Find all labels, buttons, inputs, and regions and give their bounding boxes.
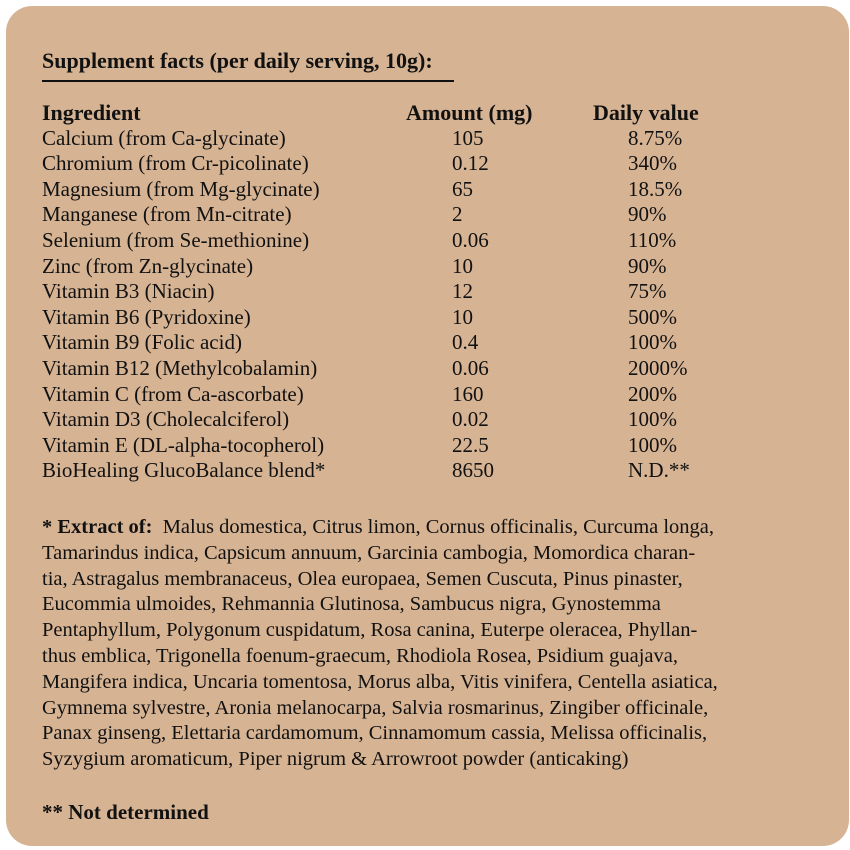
ingredient-cell: Vitamin B6 (Pyridoxine) [42,304,251,329]
table-row [42,228,802,254]
extract-line: Panax ginseng, Elettaria cardamomum, Cinnamomum cassia, Melissa officinalis, [42,722,708,745]
daily-value-cell: 100% [628,330,677,355]
ingredient-cell: Vitamin E (DL-alpha-tocopherol) [42,432,325,457]
amount-cell: 65 [452,176,473,201]
ingredient-cell: Vitamin B12 (Methylcobalamin) [42,355,318,380]
table-row [42,382,802,408]
daily-value-cell: 75% [628,279,667,304]
ingredient-cell: Vitamin D3 (Cholecalciferol) [42,407,290,432]
table-row [42,330,802,356]
ingredient-cell: Selenium (from Se-methionine) [42,227,310,252]
daily-value-cell: 18.5% [628,176,683,201]
extract-line: Gymnema sylvestre, Aronia melanocarpa, Salvia rosmarinus, Zingiber officinale, [42,696,709,719]
supplement-facts-panel [6,6,849,846]
page-title: Supplement facts (per daily serving, 10g): [42,48,433,73]
extract-line [42,515,832,541]
table-row [42,254,802,280]
extract-line: Syzygium aromaticum, Piper nigrum & Arrowroot powder (anticaking) [42,748,629,771]
ingredient-cell: Vitamin B3 (Niacin) [42,279,215,304]
amount-cell: 8650 [452,458,494,483]
extract-text: Malus domestica, Citrus limon, Cornus officinalis, Curcuma longa, [162,516,715,538]
ingredient-cell: Vitamin C (from Ca-ascorbate) [42,381,304,406]
table-row [42,177,802,203]
amount-cell: 22.5 [452,432,489,457]
amount-cell: 105 [452,125,484,150]
daily-value-cell: 200% [628,381,677,406]
daily-value-cell: N.D.** [628,458,690,483]
ingredient-cell: Calcium (from Ca-glycinate) [42,125,286,150]
title-underline [42,80,454,82]
amount-cell: 10 [452,253,473,278]
extract-line: tia, Astragalus membranaceus, Olea europaea, Semen Cuscuta, Pinus pinaster, [42,567,683,590]
table-body [42,126,802,484]
table-row [42,407,802,433]
amount-cell: 0.06 [452,355,489,380]
daily-value-cell: 8.75% [628,125,683,150]
column-header-daily-value: Daily value [593,100,699,125]
daily-value-cell: 100% [628,407,677,432]
table-row [42,279,802,305]
ingredient-cell: Chromium (from Cr-picolinate) [42,151,309,176]
table-row [42,433,802,459]
extract-lead: * Extract of: [42,516,153,538]
daily-value-cell: 340% [628,151,677,176]
table-row [42,356,802,382]
daily-value-cell: 90% [628,253,667,278]
amount-cell: 12 [452,279,473,304]
ingredient-cell: Vitamin B9 (Folic acid) [42,330,242,355]
amount-cell: 10 [452,304,473,329]
daily-value-cell: 100% [628,432,677,457]
extract-line: Mangifera indica, Uncaria tomentosa, Morus alba, Vitis vinifera, Centella asiatica, [42,670,718,693]
amount-cell: 0.12 [452,151,489,176]
daily-value-cell: 2000% [628,355,688,380]
column-header-amount: Amount (mg) [406,100,533,125]
daily-value-cell: 110% [628,227,677,252]
ingredient-cell: BioHealing GlucoBalance blend* [42,458,326,483]
table-row [42,305,802,331]
extract-footnote [42,515,832,773]
table-row [42,202,802,228]
extract-line: Tamarindus indica, Capsicum annuum, Garcinia cambogia, Momordica charan- [42,541,696,564]
ingredient-cell: Manganese (from Mn-citrate) [42,202,292,227]
amount-cell: 0.4 [452,330,479,355]
amount-cell: 0.06 [452,227,489,252]
column-header-ingredient: Ingredient [42,100,141,125]
ingredient-cell: Zinc (from Zn-glycinate) [42,253,254,278]
supplement-table [42,100,802,484]
ingredient-cell: Magnesium (from Mg-glycinate) [42,176,320,201]
extract-line: Pentaphyllum, Polygonum cuspidatum, Rosa canina, Euterpe oleracea, Phyllan- [42,619,698,642]
amount-cell: 160 [452,381,484,406]
table-header-row [42,100,802,126]
extract-line: thus emblica, Trigonella foenum-graecum, Rhodiola Rosea, Psidium guajava, [42,644,678,667]
amount-cell: 2 [452,202,463,227]
daily-value-cell: 90% [628,202,667,227]
daily-value-cell: 500% [628,304,677,329]
amount-cell: 0.02 [452,407,489,432]
not-determined-footnote: ** Not determined [42,800,209,824]
table-row [42,151,802,177]
table-row [42,458,802,484]
extract-line: Eucommia ulmoides, Rehmannia Glutinosa, Sambucus nigra, Gynostemma [42,593,661,616]
table-row [42,126,802,152]
